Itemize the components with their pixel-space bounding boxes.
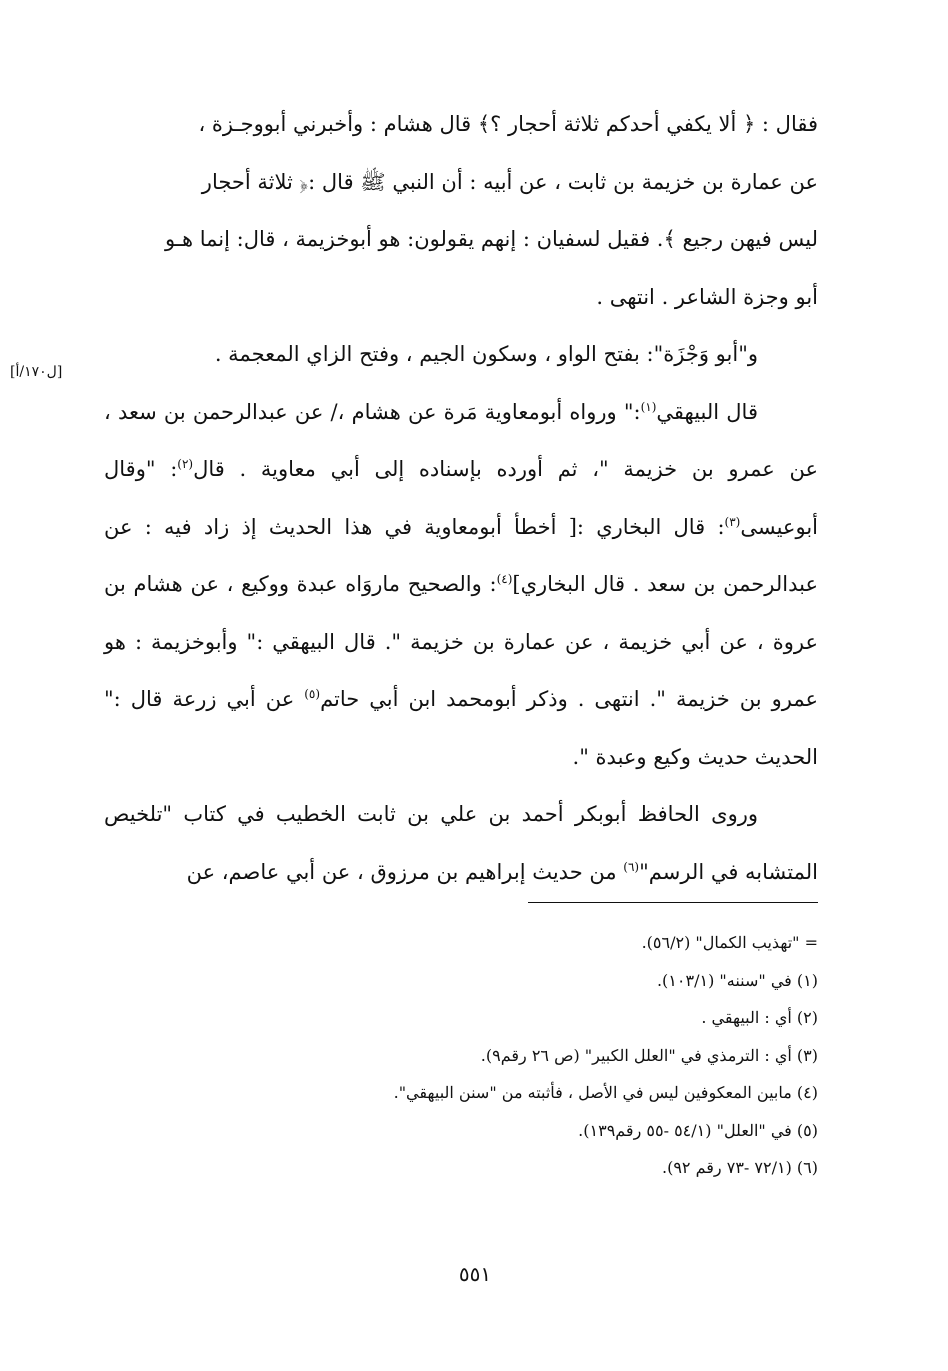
footnote-divider bbox=[528, 902, 818, 903]
text-run: :" ورواه أبومعاوية مَرة عن هشام ،/ عن عبدالرحمن بن سعد ، عن عمرو بن خزيمة "، ثم أورده بإسناده إلى أبي معاوية . قال bbox=[104, 399, 818, 481]
text-run: عن أبي زرعة قال :" الحديث حديث وكيع وعبدة ". bbox=[104, 687, 818, 769]
text-run: وروى الحافظ أبوبكر أحمد بن علي بن ثابت الخطيب في كتاب "تلخيص المتشابه في الرسم" bbox=[104, 802, 818, 884]
text-line: فقال : ﴿ ألا يكفي أحدكم ثلاثة أحجار ؟﴾ قال هشام : وأخبرني أبووجـزة ، bbox=[198, 112, 818, 136]
footnote-marker-1: (١) bbox=[640, 399, 657, 414]
footnotes bbox=[300, 924, 818, 1187]
footnote-1: (١) في "سننه" (١٠٣/١). bbox=[656, 970, 818, 990]
page-number: ٥٥١ bbox=[458, 1262, 492, 1286]
footnote-2: (٢) أي : البيهقي . bbox=[701, 1008, 818, 1027]
footnote-marker-2: (٢) bbox=[177, 457, 194, 471]
manuscript-folio-note: [ل١٧٠/أ] bbox=[10, 364, 63, 380]
text-run: : قال البخاري :[ أخطأ أبومعاوية في هذا الحديث إذ زاد فيه : عن عبدالرحمن بن سعد . قال البخاري] bbox=[104, 514, 818, 596]
text-line: أبو وجزة الشاعر . انتهى . bbox=[596, 284, 818, 309]
main-text bbox=[104, 96, 818, 901]
text-line: ليس فيهن رجيع ﴾. فقيل لسفيان : إنهم يقولون: هو أبوخزيمة ، قال: إنما هـو bbox=[164, 227, 818, 251]
text-run: من حديث إبراهيم بن مرزوق ، عن أبي عاصم، عن bbox=[186, 859, 624, 884]
footnote-6: (٦) (٧٢/١ -٧٣ رقم ٩٢). bbox=[662, 1158, 818, 1177]
text-run: قال البيهقي bbox=[656, 399, 758, 424]
footnote-marker-4: (٤) bbox=[496, 572, 513, 586]
paragraph-khatib bbox=[104, 786, 818, 901]
footnote-5: (٥) في "العلل" (٥٤/١ -٥٥ رقم١٣٩). bbox=[578, 1120, 818, 1140]
footnote-4: (٤) مابين المعكوفين ليس في الأصل ، فأثبته من "سنن البيهقي". bbox=[393, 1083, 818, 1102]
text-line: عن عمارة بن خزيمة بن ثابت ، عن أبيه : أن النبي ﷺ قال :﴿ ثلاثة أحجار bbox=[201, 169, 818, 194]
footnote-marker-5: (٥) bbox=[304, 687, 321, 701]
text-run: : والصحيح ماروَاه عبدة ووكيع ، عن هشام بن عروة ، عن أبي خزيمة ، عن عمارة بن خزيمة ". قال البيهقي :" وأبوخزيمة : هو عمرو بن خزيمة ". انتهى . وذكر أبومحمد ابن أبي حاتم bbox=[104, 572, 818, 711]
text-run: : "وقال أبوعيسى bbox=[104, 457, 818, 539]
paragraph-bayhaqi bbox=[104, 384, 818, 787]
paragraph-abu-wajza: و"أبو وَجْزَة": بفتح الواو ، وسكون الجيم ، وفتح الزاي المعجمة . bbox=[214, 342, 758, 366]
footnote-3: (٣) أي : الترمذي في "العلل الكبير" (ص ٢٦ رقم٩). bbox=[480, 1045, 818, 1065]
footnote-marker-6: (٦) bbox=[623, 859, 640, 874]
footnote-continuation: = "تهذيب الكمال" (٥٦/٢). bbox=[641, 933, 818, 952]
footnote-marker-3: (٣) bbox=[724, 514, 741, 529]
